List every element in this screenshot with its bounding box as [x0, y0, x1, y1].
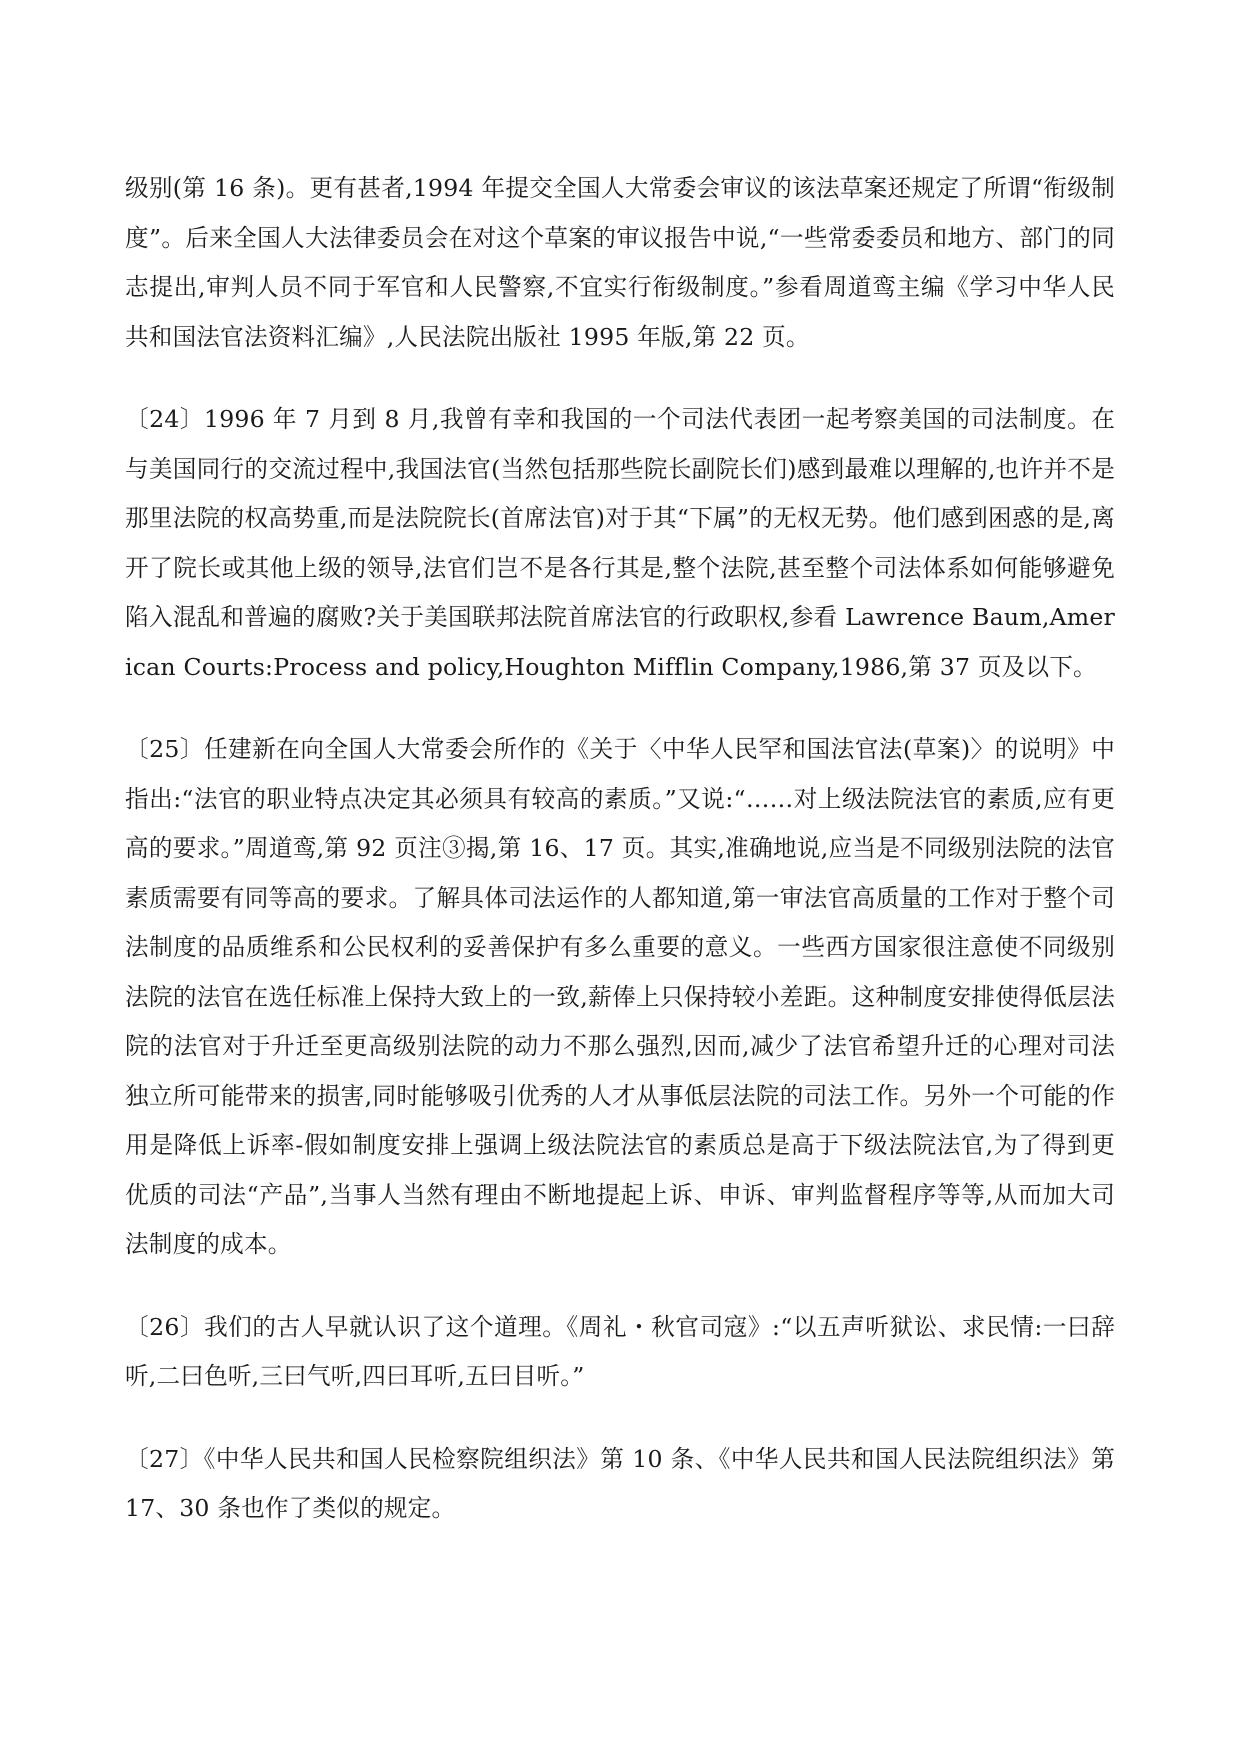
footnote-27: 〔27〕《中华人民共和国人民检察院组织法》第 10 条、《中华人民共和国人民法院组织法》第 17、30 条也作了类似的规定。 [125, 1444, 1115, 1522]
footnote-26: 〔26〕我们的古人早就认识了这个道理。《周礼・秋官司寇》:“以五声听狱讼、求民情:一曰辞听,二曰色听,三曰气听,四曰耳听,五曰目听。” [125, 1312, 1115, 1390]
footnote-25: 〔25〕任建新在向全国人大常委会所作的《关于〈中华人民罕和国法官法(草案)〉的说明》中指出:“法官的职业特点决定其必须具有较高的素质。”又说:“……对上级法院法官的素质,应有更高的要求。”周道鸾,第 92 页注③揭,第 16、17 页。其实,准确地说,应当是不同级别法院的法官素质需要有同等高的要求。了解具体司法运作的人都知道,第一审法官高质量的工作对于整个司法制度的品质维系和公民权利的妥善保护有多么重要的意义。一些西方国家很注意使不同级别法院的法官在选任标准上保持大致上的一致,薪俸上只保持较小差距。这种制度安排使得低层法院的法官对于升迁至更高级别法院的动力不那么强烈,因而,减少了法官希望升迁的心理对司法独立所可能带来的损害,同时能够吸引优秀的人才从事低层法院的司法工作。另外一个可能的作用是降低上诉率-假如制度安排上强调上级法院法官的素质总是高于下级法院法官,为了得到更优质的司法“产品”,当事人当然有理由不断地提起上诉、申诉、审判监督程序等等,从而加大司法制度的成本。 [125, 735, 1115, 1258]
footnote-continuation: 级别(第 16 条)。更有甚者,1994 年提交全国人大常委会审议的该法草案还规定了所谓“衔级制度”。后来全国人大法律委员会在对这个草案的审议报告中说,“一些常委委员和地方、部门的同志提出,审判人员不同于军官和人民警察,不宜实行衔级制度。”参看周道鸾主编《学习中华人民共和国法官法资料汇编》,人民法院出版社 1995 年版,第 22 页。 [125, 174, 1115, 351]
footnote-24: 〔24〕1996 年 7 月到 8 月,我曾有幸和我国的一个司法代表团一起考察美国的司法制度。在与美国同行的交流过程中,我国法官(当然包括那些院长副院长们)感到最难以理解的,也许并不是那里法院的权高势重,而是法院院长(首席法官)对于其“下属”的无权无势。他们感到困惑的是,离开了院长或其他上级的领导,法官们岂不是各行其是,整个法院,甚至整个司法体系如何能够避免陷入混乱和普遍的腐败?关于美国联邦法院首席法官的行政职权,参看 Lawrence Baum,American Courts:Process and policy,Houghton Mifflin Company,1986,第 37 页及以下。 [125, 405, 1115, 681]
